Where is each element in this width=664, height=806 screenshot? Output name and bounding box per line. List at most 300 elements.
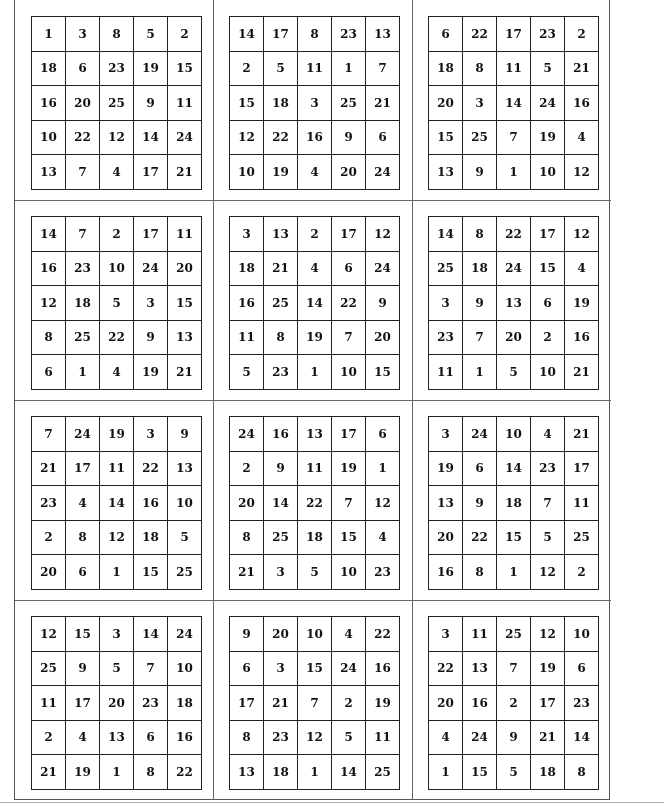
- bingo-number-cell: 7: [366, 51, 400, 86]
- bingo-number-cell: 7: [66, 155, 100, 190]
- bingo-number-cell: 8: [134, 755, 168, 790]
- bingo-card-row: [230, 86, 400, 121]
- bingo-number-cell: 2: [531, 320, 565, 355]
- bingo-number-cell: 17: [531, 217, 565, 252]
- bingo-number-cell: 21: [264, 251, 298, 286]
- bingo-number-cell: 13: [230, 755, 264, 790]
- bingo-number-cell: 22: [264, 120, 298, 155]
- bingo-number-cell: 9: [497, 720, 531, 755]
- bingo-number-cell: 20: [264, 617, 298, 652]
- bingo-number-cell: 25: [565, 520, 599, 555]
- bingo-number-cell: 25: [366, 755, 400, 790]
- bingo-card-row: [32, 17, 202, 52]
- bingo-number-cell: 7: [298, 686, 332, 721]
- bingo-card-row: [230, 320, 400, 355]
- bingo-number-cell: 6: [531, 286, 565, 321]
- bingo-number-cell: 1: [100, 755, 134, 790]
- bingo-number-cell: 3: [134, 417, 168, 452]
- bingo-number-cell: 13: [298, 417, 332, 452]
- bingo-number-cell: 16: [230, 286, 264, 321]
- bingo-number-cell: 17: [66, 451, 100, 486]
- bingo-number-cell: 16: [565, 320, 599, 355]
- bingo-number-cell: 15: [332, 520, 366, 555]
- bingo-number-cell: 13: [32, 155, 66, 190]
- bingo-number-cell: 16: [366, 651, 400, 686]
- bingo-number-cell: 15: [497, 520, 531, 555]
- bingo-number-cell: 1: [298, 755, 332, 790]
- bingo-number-cell: 13: [429, 155, 463, 190]
- bingo-number-cell: 5: [531, 520, 565, 555]
- bingo-card-row: [429, 251, 599, 286]
- bingo-number-cell: 23: [429, 320, 463, 355]
- bingo-number-cell: 19: [100, 417, 134, 452]
- bingo-card-row: [429, 355, 599, 390]
- bingo-card-row: [429, 86, 599, 121]
- bingo-number-cell: 17: [66, 686, 100, 721]
- bingo-number-cell: 18: [168, 686, 202, 721]
- bingo-number-cell: 19: [429, 451, 463, 486]
- bingo-number-cell: 8: [100, 17, 134, 52]
- bingo-card-row: [32, 755, 202, 790]
- bingo-number-cell: 12: [565, 155, 599, 190]
- bingo-card-row: [230, 17, 400, 52]
- bingo-number-cell: 10: [332, 355, 366, 390]
- bingo-number-cell: 25: [463, 120, 497, 155]
- bingo-number-cell: 20: [32, 555, 66, 590]
- bingo-card: [412, 200, 611, 400]
- bingo-number-cell: 4: [66, 486, 100, 521]
- bingo-number-cell: 24: [66, 417, 100, 452]
- bingo-number-cell: 17: [264, 17, 298, 52]
- bingo-number-cell: 11: [100, 451, 134, 486]
- bingo-card-row: [230, 651, 400, 686]
- bingo-card: [412, 0, 611, 200]
- bingo-card-row: [32, 217, 202, 252]
- bingo-number-cell: 11: [366, 720, 400, 755]
- bingo-number-cell: 18: [230, 251, 264, 286]
- bingo-number-cell: 3: [100, 617, 134, 652]
- bingo-number-cell: 24: [332, 651, 366, 686]
- bingo-card-row: [429, 217, 599, 252]
- bingo-number-cell: 10: [168, 486, 202, 521]
- bingo-number-cell: 21: [264, 686, 298, 721]
- bingo-number-cell: 1: [497, 155, 531, 190]
- bingo-number-cell: 19: [565, 286, 599, 321]
- bingo-number-cell: 24: [366, 251, 400, 286]
- bingo-number-cell: 9: [463, 286, 497, 321]
- bingo-number-cell: 11: [168, 86, 202, 121]
- bingo-number-cell: 11: [565, 486, 599, 521]
- bingo-card-row: [230, 51, 400, 86]
- bingo-number-cell: 14: [100, 486, 134, 521]
- bingo-card-row: [230, 155, 400, 190]
- bingo-number-cell: 22: [66, 120, 100, 155]
- bingo-number-cell: 23: [264, 355, 298, 390]
- bingo-number-cell: 2: [497, 686, 531, 721]
- bingo-card-row: [429, 617, 599, 652]
- bingo-number-cell: 25: [332, 86, 366, 121]
- bingo-number-cell: 13: [100, 720, 134, 755]
- bingo-number-cell: 3: [463, 86, 497, 121]
- bingo-number-cell: 21: [565, 355, 599, 390]
- bingo-number-cell: 14: [298, 286, 332, 321]
- bingo-number-cell: 8: [66, 520, 100, 555]
- bingo-number-cell: 23: [366, 555, 400, 590]
- bingo-number-cell: 3: [264, 651, 298, 686]
- bingo-card-row: [32, 51, 202, 86]
- bingo-number-cell: 14: [32, 217, 66, 252]
- bingo-card: [15, 600, 213, 800]
- bingo-number-cell: 19: [298, 320, 332, 355]
- bingo-number-cell: 14: [332, 755, 366, 790]
- bingo-number-cell: 1: [100, 555, 134, 590]
- bingo-number-cell: 25: [168, 555, 202, 590]
- bingo-number-cell: 2: [332, 686, 366, 721]
- bingo-card-grid: [428, 616, 599, 790]
- bingo-number-cell: 21: [565, 417, 599, 452]
- bingo-number-cell: 21: [230, 555, 264, 590]
- bingo-number-cell: 5: [168, 520, 202, 555]
- bingo-number-cell: 10: [531, 155, 565, 190]
- bingo-number-cell: 21: [32, 755, 66, 790]
- bingo-card-grid: [229, 616, 400, 790]
- bingo-number-cell: 5: [230, 355, 264, 390]
- bingo-number-cell: 7: [66, 217, 100, 252]
- bingo-number-cell: 5: [100, 286, 134, 321]
- bingo-number-cell: 21: [168, 155, 202, 190]
- bingo-card-grid: [428, 416, 599, 590]
- bingo-card-row: [230, 217, 400, 252]
- bingo-number-cell: 15: [429, 120, 463, 155]
- bingo-card-row: [429, 51, 599, 86]
- bingo-card-row: [429, 320, 599, 355]
- bingo-number-cell: 22: [497, 217, 531, 252]
- bingo-number-cell: 9: [168, 417, 202, 452]
- bingo-number-cell: 20: [332, 155, 366, 190]
- bingo-number-cell: 8: [565, 755, 599, 790]
- bingo-card-row: [429, 17, 599, 52]
- bingo-number-cell: 13: [497, 286, 531, 321]
- bingo-number-cell: 13: [429, 486, 463, 521]
- bingo-number-cell: 13: [463, 651, 497, 686]
- bingo-number-cell: 6: [66, 555, 100, 590]
- bingo-number-cell: 14: [497, 86, 531, 121]
- bingo-card-row: [429, 120, 599, 155]
- bingo-number-cell: 4: [565, 251, 599, 286]
- bingo-number-cell: 17: [134, 155, 168, 190]
- bingo-number-cell: 23: [332, 17, 366, 52]
- bingo-number-cell: 14: [565, 720, 599, 755]
- bingo-number-cell: 12: [100, 120, 134, 155]
- bingo-card-row: [230, 686, 400, 721]
- bingo-number-cell: 2: [32, 520, 66, 555]
- bingo-number-cell: 8: [32, 320, 66, 355]
- bingo-card-row: [230, 555, 400, 590]
- bingo-number-cell: 11: [230, 320, 264, 355]
- bingo-number-cell: 15: [463, 755, 497, 790]
- bingo-number-cell: 13: [168, 320, 202, 355]
- bingo-number-cell: 3: [298, 86, 332, 121]
- bingo-number-cell: 22: [100, 320, 134, 355]
- bingo-number-cell: 23: [100, 51, 134, 86]
- bingo-number-cell: 6: [429, 17, 463, 52]
- bingo-number-cell: 2: [100, 217, 134, 252]
- bingo-card-grid: [229, 16, 400, 190]
- bingo-number-cell: 18: [531, 755, 565, 790]
- bingo-number-cell: 15: [298, 651, 332, 686]
- bingo-card-row: [32, 355, 202, 390]
- bingo-card: [15, 200, 213, 400]
- bingo-number-cell: 16: [565, 86, 599, 121]
- bingo-number-cell: 22: [134, 451, 168, 486]
- bingo-number-cell: 2: [168, 17, 202, 52]
- bingo-number-cell: 17: [497, 17, 531, 52]
- bingo-number-cell: 24: [168, 120, 202, 155]
- bingo-number-cell: 23: [531, 17, 565, 52]
- bingo-card-grid: [229, 216, 400, 390]
- bingo-number-cell: 25: [497, 617, 531, 652]
- bingo-number-cell: 17: [332, 217, 366, 252]
- bingo-number-cell: 9: [134, 320, 168, 355]
- bingo-number-cell: 22: [298, 486, 332, 521]
- bingo-number-cell: 11: [298, 451, 332, 486]
- bingo-card-row: [32, 451, 202, 486]
- bingo-card: [15, 0, 213, 200]
- bingo-number-cell: 18: [66, 286, 100, 321]
- bingo-number-cell: 7: [332, 320, 366, 355]
- bingo-number-cell: 2: [32, 720, 66, 755]
- bingo-number-cell: 24: [366, 155, 400, 190]
- bingo-number-cell: 11: [32, 686, 66, 721]
- bingo-number-cell: 8: [298, 17, 332, 52]
- bingo-number-cell: 4: [100, 155, 134, 190]
- bingo-number-cell: 20: [497, 320, 531, 355]
- bingo-number-cell: 22: [463, 520, 497, 555]
- bingo-number-cell: 19: [66, 755, 100, 790]
- bingo-number-cell: 16: [463, 686, 497, 721]
- bingo-number-cell: 18: [429, 51, 463, 86]
- bingo-sheet: [14, 0, 610, 800]
- bingo-number-cell: 14: [264, 486, 298, 521]
- bingo-number-cell: 21: [168, 355, 202, 390]
- bingo-number-cell: 3: [230, 217, 264, 252]
- bingo-card-grid: [229, 416, 400, 590]
- bingo-card-row: [230, 720, 400, 755]
- bingo-number-cell: 19: [332, 451, 366, 486]
- bingo-card: [412, 600, 611, 800]
- bingo-card-row: [230, 755, 400, 790]
- bingo-number-cell: 13: [264, 217, 298, 252]
- bingo-number-cell: 25: [100, 86, 134, 121]
- bingo-number-cell: 19: [134, 355, 168, 390]
- bingo-card-row: [230, 520, 400, 555]
- bingo-number-cell: 25: [66, 320, 100, 355]
- bingo-number-cell: 19: [264, 155, 298, 190]
- bingo-number-cell: 5: [531, 51, 565, 86]
- bingo-number-cell: 1: [366, 451, 400, 486]
- bingo-number-cell: 9: [366, 286, 400, 321]
- bingo-card-grid: [31, 616, 202, 790]
- bingo-number-cell: 4: [298, 251, 332, 286]
- bingo-card-grid: [428, 216, 599, 390]
- bingo-card-row: [429, 155, 599, 190]
- bingo-card-row: [429, 686, 599, 721]
- bingo-number-cell: 20: [100, 686, 134, 721]
- bingo-number-cell: 6: [230, 651, 264, 686]
- bingo-number-cell: 23: [32, 486, 66, 521]
- bingo-number-cell: 4: [531, 417, 565, 452]
- bingo-number-cell: 22: [168, 755, 202, 790]
- bingo-number-cell: 21: [32, 451, 66, 486]
- bingo-number-cell: 5: [134, 17, 168, 52]
- bingo-number-cell: 24: [531, 86, 565, 121]
- bingo-card-grid: [31, 416, 202, 590]
- bingo-number-cell: 13: [168, 451, 202, 486]
- bingo-number-cell: 3: [134, 286, 168, 321]
- bingo-number-cell: 20: [66, 86, 100, 121]
- bingo-number-cell: 24: [168, 617, 202, 652]
- bingo-number-cell: 18: [298, 520, 332, 555]
- bingo-card: [15, 400, 213, 600]
- bingo-number-cell: 10: [565, 617, 599, 652]
- bingo-number-cell: 11: [497, 51, 531, 86]
- bingo-number-cell: 3: [429, 617, 463, 652]
- bingo-number-cell: 19: [366, 686, 400, 721]
- bingo-number-cell: 4: [332, 617, 366, 652]
- bingo-number-cell: 9: [66, 651, 100, 686]
- bingo-card-row: [32, 617, 202, 652]
- bingo-number-cell: 9: [134, 86, 168, 121]
- bingo-number-cell: 4: [565, 120, 599, 155]
- bingo-number-cell: 8: [463, 51, 497, 86]
- bingo-number-cell: 6: [32, 355, 66, 390]
- bingo-number-cell: 7: [463, 320, 497, 355]
- bingo-number-cell: 9: [463, 155, 497, 190]
- bingo-number-cell: 23: [565, 686, 599, 721]
- bingo-number-cell: 12: [32, 617, 66, 652]
- bingo-number-cell: 10: [298, 617, 332, 652]
- bingo-number-cell: 14: [134, 617, 168, 652]
- bingo-number-cell: 9: [264, 451, 298, 486]
- bingo-card-row: [32, 155, 202, 190]
- bingo-number-cell: 24: [463, 417, 497, 452]
- bingo-number-cell: 18: [264, 86, 298, 121]
- bingo-number-cell: 4: [366, 520, 400, 555]
- bingo-number-cell: 4: [429, 720, 463, 755]
- bingo-card-row: [32, 486, 202, 521]
- bingo-card-row: [429, 555, 599, 590]
- bingo-number-cell: 1: [497, 555, 531, 590]
- bingo-number-cell: 16: [264, 417, 298, 452]
- bingo-number-cell: 18: [264, 755, 298, 790]
- bingo-number-cell: 10: [230, 155, 264, 190]
- bingo-number-cell: 24: [230, 417, 264, 452]
- bingo-card-row: [32, 520, 202, 555]
- bingo-number-cell: 12: [366, 217, 400, 252]
- bingo-number-cell: 16: [32, 251, 66, 286]
- bingo-number-cell: 7: [332, 486, 366, 521]
- bingo-card-row: [32, 555, 202, 590]
- bingo-number-cell: 11: [463, 617, 497, 652]
- bingo-number-cell: 1: [298, 355, 332, 390]
- bingo-number-cell: 7: [497, 651, 531, 686]
- bingo-card-row: [32, 651, 202, 686]
- bingo-card-row: [32, 320, 202, 355]
- bingo-number-cell: 25: [264, 286, 298, 321]
- bingo-card-row: [429, 755, 599, 790]
- bingo-number-cell: 21: [366, 86, 400, 121]
- bingo-number-cell: 9: [332, 120, 366, 155]
- bingo-number-cell: 21: [565, 51, 599, 86]
- bingo-number-cell: 10: [100, 251, 134, 286]
- bingo-number-cell: 24: [497, 251, 531, 286]
- bingo-number-cell: 5: [497, 355, 531, 390]
- bingo-number-cell: 12: [531, 555, 565, 590]
- bingo-number-cell: 7: [32, 417, 66, 452]
- bingo-number-cell: 12: [366, 486, 400, 521]
- bingo-card-row: [230, 120, 400, 155]
- bingo-number-cell: 10: [332, 555, 366, 590]
- bingo-card: [213, 200, 412, 400]
- bingo-number-cell: 8: [264, 320, 298, 355]
- bingo-number-cell: 18: [463, 251, 497, 286]
- bingo-number-cell: 18: [134, 520, 168, 555]
- bingo-number-cell: 15: [66, 617, 100, 652]
- bingo-card-row: [230, 251, 400, 286]
- bingo-number-cell: 10: [531, 355, 565, 390]
- bingo-number-cell: 14: [429, 217, 463, 252]
- bingo-number-cell: 4: [66, 720, 100, 755]
- bingo-card: [213, 0, 412, 200]
- bingo-card-row: [230, 451, 400, 486]
- bingo-number-cell: 18: [497, 486, 531, 521]
- bingo-number-cell: 12: [531, 617, 565, 652]
- bingo-number-cell: 6: [366, 120, 400, 155]
- bingo-number-cell: 23: [531, 451, 565, 486]
- bingo-number-cell: 12: [298, 720, 332, 755]
- bingo-number-cell: 8: [463, 217, 497, 252]
- bingo-number-cell: 9: [463, 486, 497, 521]
- bingo-number-cell: 13: [366, 17, 400, 52]
- bingo-number-cell: 3: [429, 417, 463, 452]
- bingo-number-cell: 10: [32, 120, 66, 155]
- bingo-number-cell: 10: [497, 417, 531, 452]
- bingo-card-row: [429, 286, 599, 321]
- bingo-number-cell: 5: [497, 755, 531, 790]
- bingo-card-row: [32, 417, 202, 452]
- bingo-number-cell: 8: [230, 520, 264, 555]
- bingo-number-cell: 22: [429, 651, 463, 686]
- bingo-card-row: [230, 355, 400, 390]
- bingo-number-cell: 23: [66, 251, 100, 286]
- bingo-card-row: [32, 251, 202, 286]
- bingo-number-cell: 15: [168, 51, 202, 86]
- bingo-number-cell: 3: [264, 555, 298, 590]
- bingo-card-row: [230, 286, 400, 321]
- bingo-number-cell: 14: [230, 17, 264, 52]
- bingo-number-cell: 5: [100, 651, 134, 686]
- bingo-number-cell: 20: [366, 320, 400, 355]
- bingo-number-cell: 6: [332, 251, 366, 286]
- bingo-number-cell: 20: [230, 486, 264, 521]
- bingo-number-cell: 16: [168, 720, 202, 755]
- bingo-number-cell: 12: [565, 217, 599, 252]
- bingo-number-cell: 22: [332, 286, 366, 321]
- bingo-number-cell: 12: [230, 120, 264, 155]
- bingo-card-row: [32, 686, 202, 721]
- bingo-number-cell: 20: [429, 86, 463, 121]
- bingo-number-cell: 6: [463, 451, 497, 486]
